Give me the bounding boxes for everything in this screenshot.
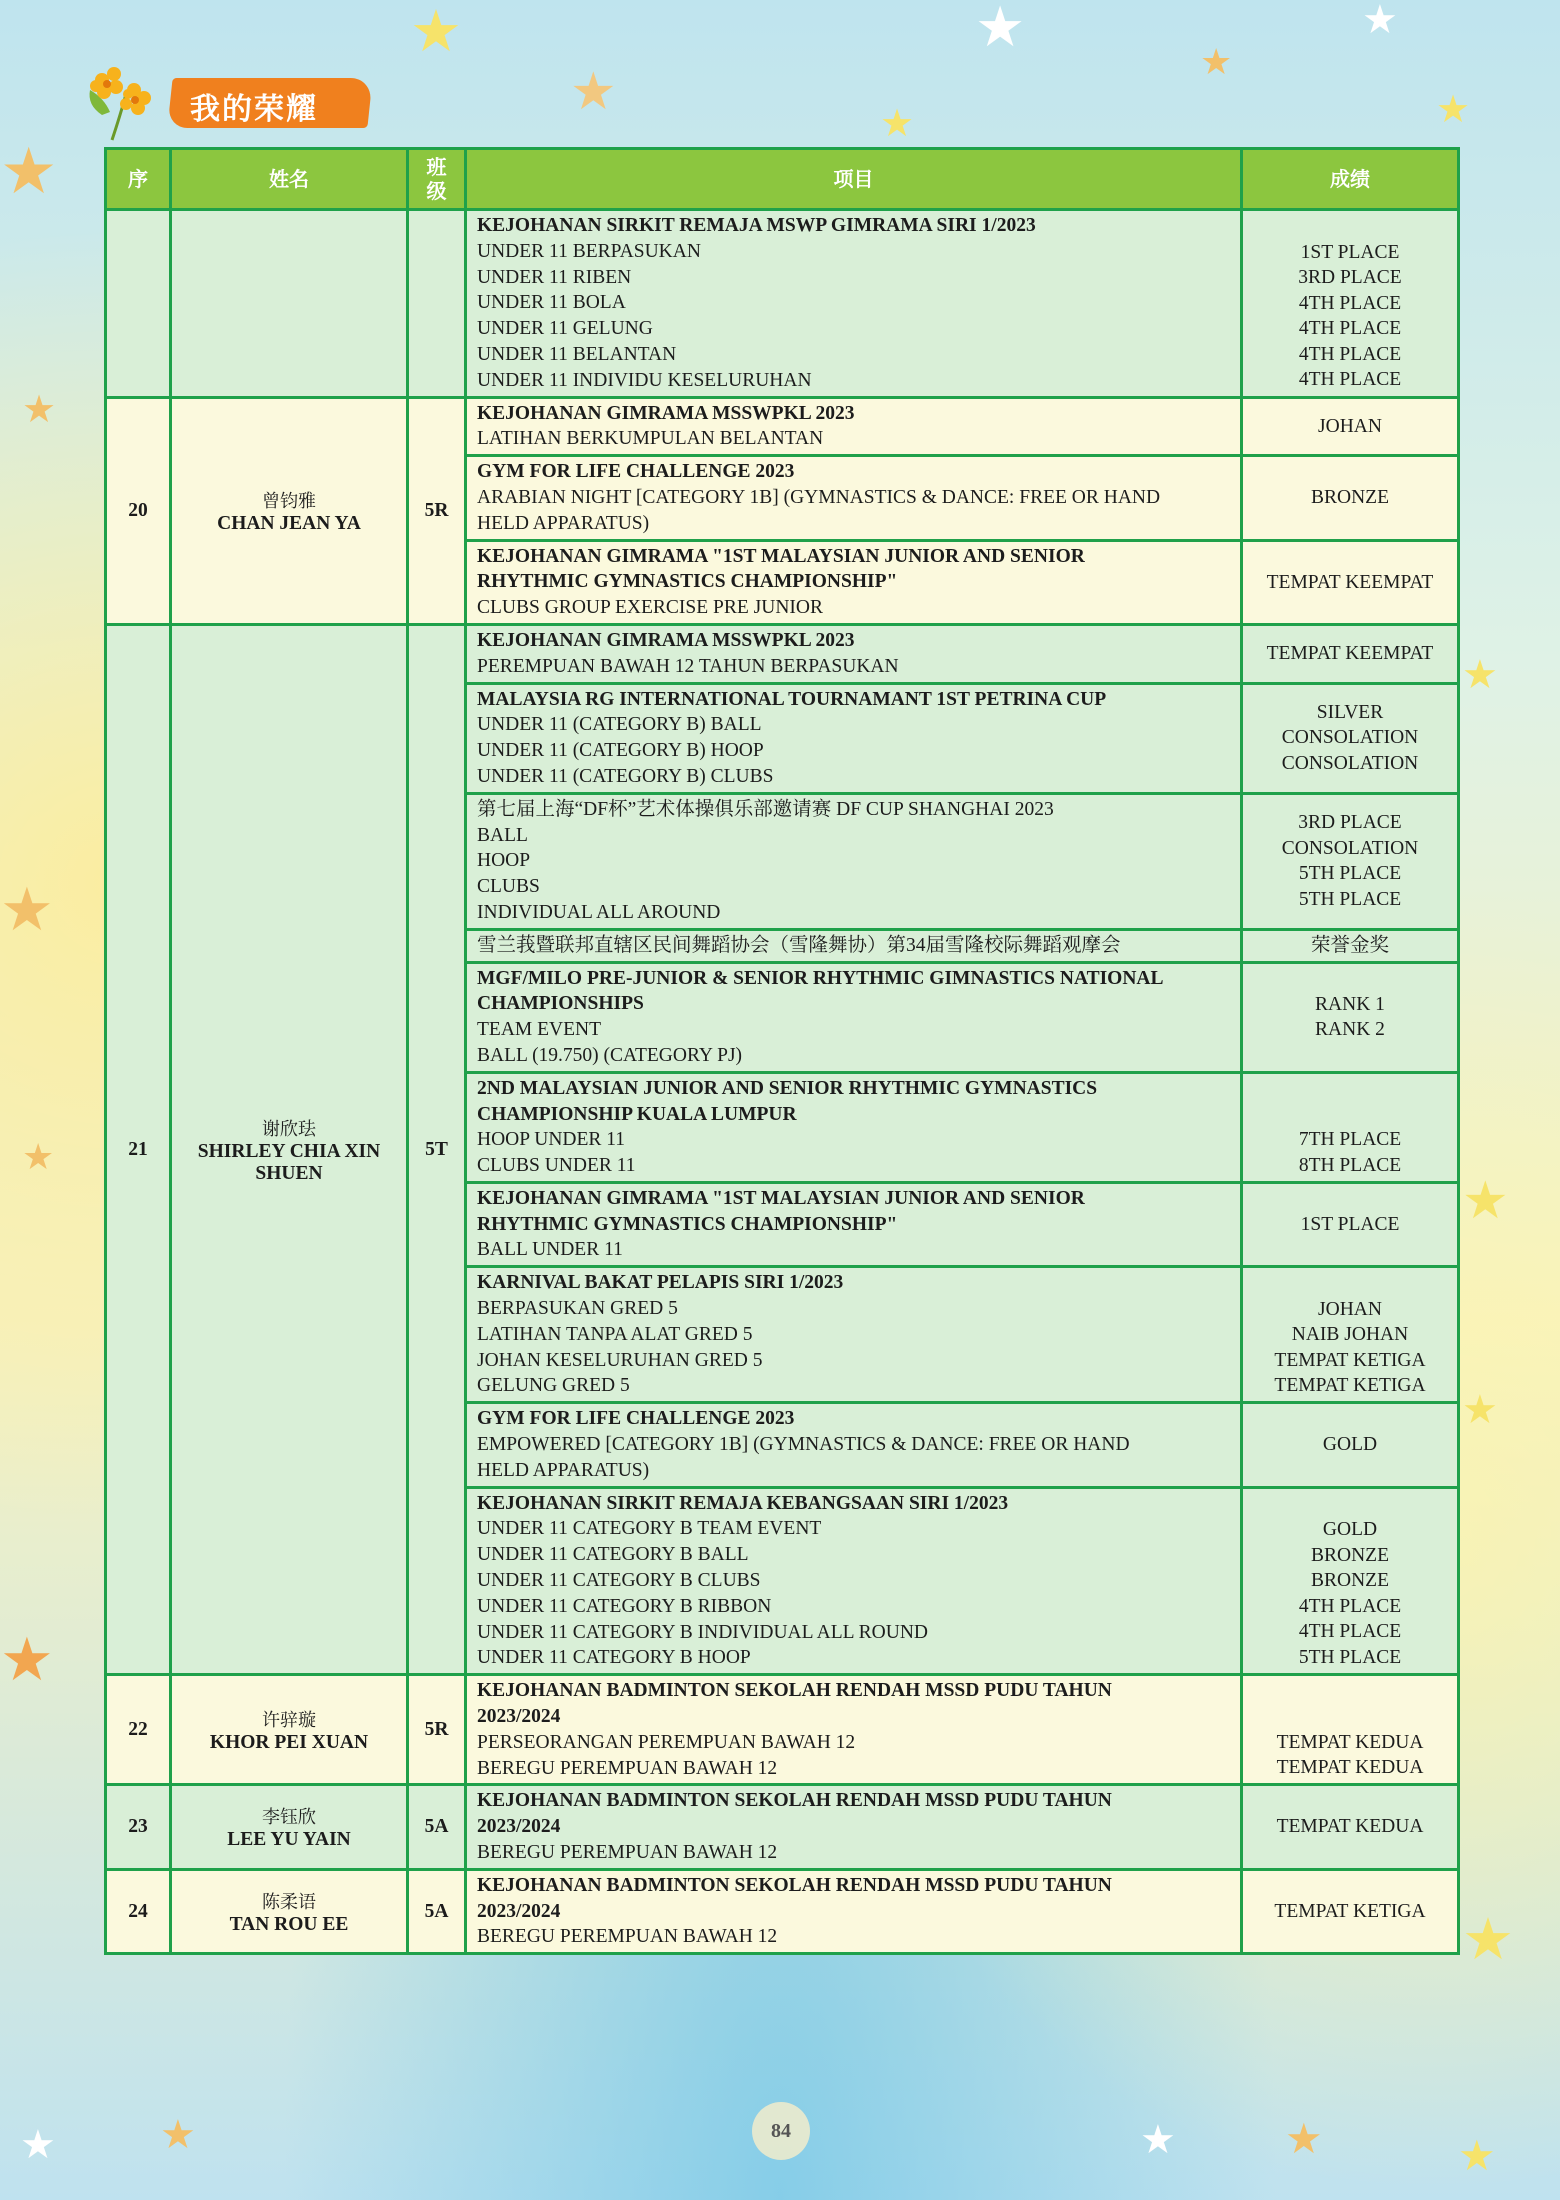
event-category: CLUBS GROUP EXERCISE PRE JUNIOR [477,597,823,619]
result-value [1348,216,1353,237]
event-title: GYM FOR LIFE CHALLENGE 2023 [477,461,795,483]
result-value: 4TH PLACE [1298,1595,1402,1617]
result-value: CONSOLATION [1281,752,1419,774]
table-row [106,1675,1459,1785]
event-category: HOOP [477,850,531,872]
result-cell [1242,929,1459,962]
star-decoration-icon: ★ [1200,42,1233,83]
event-category: GELUNG GRED 5 [477,1375,630,1397]
result-cell [1242,1869,1459,1953]
event-category: ARABIAN NIGHT [CATEGORY 1B] (GYMNASTICS & DANCE: FREE OR HAND [477,486,1161,508]
event-title: 第七届上海“DF杯”艺术体操俱乐部邀请赛 DF CUP SHANGHAI 2023 [477,798,1054,820]
event-title: MALAYSIA RG INTERNATIONAL TOURNAMANT 1ST PETRINA CUP [477,688,1107,710]
result-value [1348,1104,1353,1125]
event-category: UNDER 11 BERPASUKAN [477,240,701,262]
student-name-english: LEE YU YAIN [227,1829,351,1851]
table-row [106,397,1459,456]
event-cell [466,540,1242,624]
student-class: 5T [408,624,466,1674]
event-category: UNDER 11 (CATEGORY B) HOOP [477,740,764,762]
star-decoration-icon: ★ [410,0,462,65]
event-cell [466,1869,1242,1953]
result-value: 5TH PLACE [1298,1646,1402,1668]
star-decoration-icon: ★ [880,101,915,145]
event-title: 雪兰莪暨联邦直辖区民间舞蹈协会（雪隆舞协）第34届雪隆校际舞蹈观摩会 [477,934,1121,956]
result-value: 5TH PLACE [1298,863,1402,885]
event-title: KARNIVAL BAKAT PELAPIS SIRI 1/2023 [477,1272,844,1294]
event-category: BALL UNDER 11 [477,1239,623,1261]
event-title: MGF/MILO PRE-JUNIOR & SENIOR RHYTHMIC GIMNASTICS NATIONAL [477,967,1164,989]
table-row [106,210,1459,398]
result-value: TEMPAT KETIGA [1274,1375,1426,1397]
event-category: UNDER 11 GELUNG [477,318,653,340]
event-cell [466,1182,1242,1266]
result-cell [1242,683,1459,793]
student-name [171,210,408,398]
result-value: BRONZE [1311,487,1389,509]
event-title: CHAMPIONSHIP KUALA LUMPUR [477,1103,797,1125]
student-name-english: KHOR PEI XUAN [209,1731,369,1753]
event-cell [466,793,1242,929]
result-cell [1242,1072,1459,1182]
table-header-row [106,149,1459,210]
table-row [106,624,1459,683]
event-cell [466,683,1242,793]
event-cell [466,1785,1242,1869]
column-header-class [408,149,466,210]
result-value: TEMPAT KETIGA [1274,1900,1426,1922]
student-number: 23 [106,1785,171,1869]
result-cell [1242,962,1459,1072]
star-decoration-icon: ★ [1285,2114,1323,2163]
result-value: 7TH PLACE [1298,1129,1402,1151]
event-category: JOHAN KESELURUHAN GRED 5 [477,1349,763,1371]
result-value: TEMPAT KEDUA [1276,1731,1424,1753]
column-header-result: 成绩 [1242,149,1459,210]
star-decoration-icon: ★ [0,135,58,209]
event-category: BEREGU PEREMPUAN BAWAH 12 [477,1842,778,1864]
result-value: NAIB JOHAN [1291,1324,1409,1346]
result-cell [1242,456,1459,540]
result-value: TEMPAT KEEMPAT [1266,643,1434,664]
result-cell [1242,1785,1459,1869]
result-value [1348,1681,1353,1702]
result-value: TEMPAT KEEMPAT [1266,571,1434,593]
event-cell [466,1267,1242,1403]
event-category: BALL (19.750) (CATEGORY PJ) [477,1044,743,1066]
student-name-english: CHAN JEAN YA [217,512,361,534]
result-value: RANK 2 [1315,1019,1385,1041]
event-category: UNDER 11 RIBEN [477,266,632,288]
student-name [171,624,408,1674]
event-cell [466,397,1242,456]
event-category: UNDER 11 CATEGORY B HOOP [477,1647,751,1669]
event-category: PEREMPUAN BAWAH 12 TAHUN BERPASUKAN [477,655,899,677]
student-class [408,210,466,398]
event-category: UNDER 11 CATEGORY B BALL [477,1544,749,1566]
student-name-chinese: 陈柔语 [262,1891,316,1913]
event-category: LATIHAN BERKUMPULAN BELANTAN [477,428,824,450]
event-category: UNDER 11 BOLA [477,292,626,314]
star-decoration-icon: ★ [1462,1905,1514,1973]
result-value: TEMPAT KETIGA [1274,1349,1426,1371]
event-title: KEJOHANAN SIRKIT REMAJA MSWP GIMRAMA SIRI 1/2023 [477,215,1036,236]
event-category: UNDER 11 CATEGORY B RIBBON [477,1595,772,1617]
event-category: UNDER 11 BELANTAN [477,343,677,365]
result-value: CONSOLATION [1281,727,1419,749]
event-category: TEAM EVENT [477,1019,602,1041]
result-value: 1ST PLACE [1300,241,1400,263]
star-decoration-icon: ★ [1462,1171,1509,1231]
event-title: CHAMPIONSHIPS [477,993,644,1015]
event-category: BEREGU PEREMPUAN BAWAH 12 [477,1926,778,1948]
result-cell [1242,793,1459,929]
student-name [171,397,408,624]
result-value: 8TH PLACE [1298,1154,1402,1176]
column-header-class-label: 班 级 [426,155,447,203]
event-category: UNDER 11 CATEGORY B CLUBS [477,1570,761,1592]
star-decoration-icon: ★ [570,62,617,122]
event-cell [466,1072,1242,1182]
event-title: 2023/2024 [477,1706,561,1728]
flower-decoration-icon [82,60,182,145]
table-row [106,1785,1459,1869]
result-value: GOLD [1322,1434,1378,1456]
result-value [1348,1273,1353,1294]
student-name-chinese: 曾钧雅 [262,490,316,512]
event-category: BALL [477,824,528,846]
column-header-name: 姓名 [171,149,408,210]
result-value: JOHAN [1318,415,1382,437]
event-category: INDIVIDUAL ALL AROUND [477,901,721,923]
student-number: 20 [106,397,171,624]
event-cell [466,456,1242,540]
page-title: 我的荣耀 [190,92,318,127]
column-header-no: 序 [106,149,171,210]
event-category: UNDER 11 (CATEGORY B) CLUBS [477,765,774,787]
student-name [171,1785,408,1869]
event-category: PERSEORANGAN PEREMPUAN BAWAH 12 [477,1731,856,1753]
event-category: UNDER 11 CATEGORY B TEAM EVENT [477,1518,822,1540]
event-category: CLUBS [477,876,540,898]
table-row [106,1869,1459,1953]
result-cell [1242,624,1459,683]
student-name [171,1869,408,1953]
result-value: TEMPAT KEDUA [1276,1757,1424,1779]
result-value: BRONZE [1311,1544,1389,1566]
event-title: KEJOHANAN GIMRAMA MSSWPKL 2023 [477,629,855,651]
student-name-english: SHIRLEY CHIA XIN SHUEN [197,1140,381,1184]
student-name-chinese: 谢欣珐 [262,1118,316,1140]
result-value: 5TH PLACE [1298,888,1402,910]
result-value: GOLD [1322,1519,1378,1541]
result-value: RANK 1 [1315,993,1385,1015]
star-decoration-icon: ★ [20,2122,56,2168]
student-number [106,210,171,398]
result-value [1348,1706,1353,1727]
student-name-english: TAN ROU EE [229,1913,349,1935]
event-category: UNDER 11 INDIVIDU KESELURUHAN [477,369,812,391]
student-name [171,1675,408,1785]
page-number: 84 [752,2102,810,2160]
event-title: KEJOHANAN BADMINTON SEKOLAH RENDAH MSSD PUDU TAHUN [477,1680,1112,1702]
result-value: 4TH PLACE [1298,1621,1402,1643]
star-decoration-icon: ★ [1458,2131,1496,2180]
event-title: RHYTHMIC GYMNASTICS CHAMPIONSHIP" [477,571,898,593]
event-category: HOOP UNDER 11 [477,1129,626,1151]
star-decoration-icon: ★ [1362,0,1398,43]
student-class: 5A [408,1785,466,1869]
event-title: KEJOHANAN BADMINTON SEKOLAH RENDAH MSSD PUDU TAHUN [477,1874,1112,1896]
student-class: 5R [408,1675,466,1785]
result-value: BRONZE [1311,1570,1389,1592]
result-cell [1242,1487,1459,1675]
section-header [82,60,382,140]
event-cell [466,962,1242,1072]
star-decoration-icon: ★ [1140,2117,1176,2163]
result-cell [1242,1403,1459,1487]
result-value: 3RD PLACE [1298,267,1402,289]
event-category: HELD APPARATUS) [477,1459,650,1481]
event-title: KEJOHANAN GIMRAMA "1ST MALAYSIAN JUNIOR AND SENIOR [477,1187,1085,1209]
result-value: TEMPAT KEDUA [1276,1816,1424,1838]
star-decoration-icon: ★ [1462,652,1498,698]
event-title: 2ND MALAYSIAN JUNIOR AND SENIOR RHYTHMIC GYMNASTICS [477,1077,1098,1099]
star-decoration-icon: ★ [975,0,1026,60]
result-value: 4TH PLACE [1298,318,1402,340]
result-value: 4TH PLACE [1298,292,1402,314]
student-class: 5R [408,397,466,624]
column-header-event: 项目 [466,149,1242,210]
student-name-chinese: 许骍璇 [262,1709,316,1731]
student-number: 21 [106,624,171,1674]
student-number: 22 [106,1675,171,1785]
event-title: KEJOHANAN GIMRAMA "1ST MALAYSIAN JUNIOR AND SENIOR [477,545,1085,567]
result-value: 4TH PLACE [1298,369,1402,391]
result-value [1348,1078,1353,1099]
event-title: 2023/2024 [477,1900,561,1922]
result-cell [1242,1267,1459,1403]
event-category: BEREGU PEREMPUAN BAWAH 12 [477,1757,778,1779]
event-title: GYM FOR LIFE CHALLENGE 2023 [477,1408,795,1430]
result-value: 荣誉金奖 [1310,934,1389,956]
event-category: UNDER 11 (CATEGORY B) BALL [477,714,762,736]
event-cell [466,1403,1242,1487]
event-category: BERPASUKAN GRED 5 [477,1298,678,1320]
event-cell [466,929,1242,962]
result-cell [1242,1182,1459,1266]
event-category: EMPOWERED [CATEGORY 1B] (GYMNASTICS & DANCE: FREE OR HAND [477,1434,1130,1456]
result-value: 1ST PLACE [1300,1213,1400,1235]
event-title: KEJOHANAN BADMINTON SEKOLAH RENDAH MSSD PUDU TAHUN [477,1790,1112,1812]
star-decoration-icon: ★ [1462,1387,1498,1433]
event-cell [466,210,1242,398]
event-title: RHYTHMIC GYMNASTICS CHAMPIONSHIP" [477,1213,898,1235]
event-category: CLUBS UNDER 11 [477,1155,636,1177]
result-value [1348,1494,1353,1515]
result-cell [1242,210,1459,398]
event-category: LATIHAN TANPA ALAT GRED 5 [477,1323,753,1345]
result-value: SILVER [1316,701,1384,723]
result-value: CONSOLATION [1281,837,1419,859]
student-class: 5A [408,1869,466,1953]
event-title: 2023/2024 [477,1816,561,1838]
star-decoration-icon: ★ [0,875,54,945]
event-category: UNDER 11 CATEGORY B INDIVIDUAL ALL ROUND [477,1621,929,1643]
student-number: 24 [106,1869,171,1953]
star-decoration-icon: ★ [0,1625,54,1695]
result-value: 4TH PLACE [1298,343,1402,365]
result-value: 3RD PLACE [1298,812,1402,834]
honors-table [104,147,1460,1955]
event-title: KEJOHANAN SIRKIT REMAJA KEBANGSAAN SIRI 1/2023 [477,1492,1009,1514]
event-cell [466,1675,1242,1785]
result-cell [1242,540,1459,624]
star-decoration-icon: ★ [22,387,57,431]
event-cell [466,1487,1242,1675]
star-decoration-icon: ★ [160,2112,196,2158]
star-decoration-icon: ★ [22,1137,55,1178]
student-name-chinese: 李钰欣 [262,1807,316,1829]
event-cell [466,624,1242,683]
result-value: JOHAN [1318,1298,1382,1320]
event-title: KEJOHANAN GIMRAMA MSSWPKL 2023 [477,402,855,424]
result-cell [1242,397,1459,456]
star-decoration-icon: ★ [1436,87,1471,131]
event-category: HELD APPARATUS) [477,512,650,534]
result-cell [1242,1675,1459,1785]
